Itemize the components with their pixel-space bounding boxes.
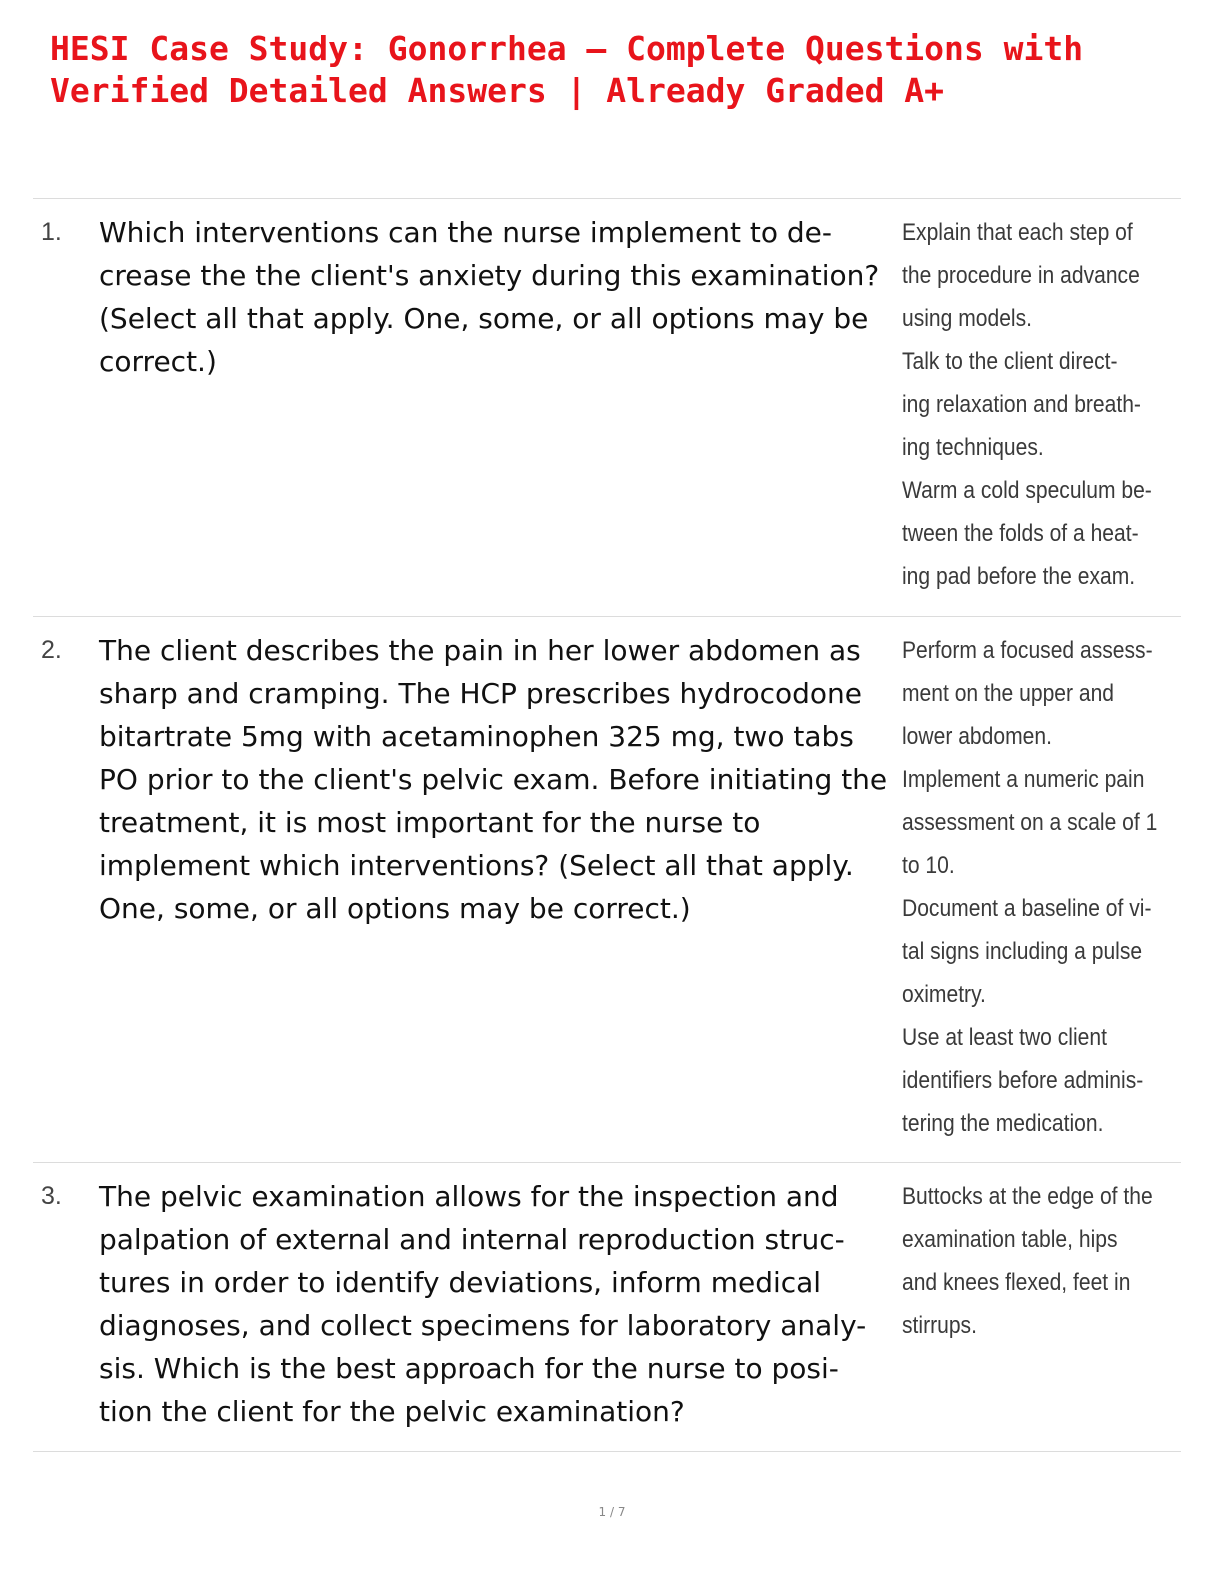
answer-line: tal signs including a pulse xyxy=(902,938,1143,965)
answer-text xyxy=(902,1175,1177,1347)
question-text: The pelvic examination allows for the inspection and palpation of external and internal reproduction struc- tures in order to identify deviations, inform medical diagnoses, and collect specimens for laboratory analy- sis. Which is the best approach for the nurse to posi- tion the client for the pelvic examination? xyxy=(99,1180,867,1428)
document-title: HESI Case Study: Gonorrhea – Complete Questions with Verified Detailed Answers | Already Graded A+ xyxy=(50,29,1084,110)
answer-line: Implement a numeric pain xyxy=(902,766,1145,793)
divider xyxy=(33,1162,1181,1163)
answer-text xyxy=(902,211,1177,598)
question-number: 1. xyxy=(41,218,62,246)
divider xyxy=(33,1451,1181,1452)
answer-line: ing relaxation and breath- xyxy=(902,391,1141,418)
answer-line: examination table, hips xyxy=(902,1226,1118,1253)
answer-line: ing techniques. xyxy=(902,434,1044,461)
question-number: 2. xyxy=(41,636,62,664)
answer-text xyxy=(902,629,1177,1145)
answer-line: tween the folds of a heat- xyxy=(902,520,1139,547)
answer-line: Buttocks at the edge of the xyxy=(902,1183,1153,1210)
divider xyxy=(33,198,1181,199)
answer-line: Explain that each step of xyxy=(902,219,1133,246)
page-number: 1 / 7 xyxy=(598,1505,626,1519)
answer-line: assessment on a scale of 1 xyxy=(902,809,1158,836)
answer-line: lower abdomen. xyxy=(902,723,1052,750)
answer-line: ment on the upper and xyxy=(902,680,1115,707)
answer-line: Talk to the client direct- xyxy=(902,348,1118,375)
answer-line: tering the medication. xyxy=(902,1110,1104,1137)
answer-line: ing pad before the exam. xyxy=(902,563,1136,590)
answer-line: Document a baseline of vi- xyxy=(902,895,1152,922)
answer-line: Perform a focused assess- xyxy=(902,637,1153,664)
answer-line: oximetry. xyxy=(902,981,986,1008)
question-text: Which interventions can the nurse implement to de- crease the the client's anxiety during this examination? (Select all that apply. One, some, or all options may be correct.) xyxy=(99,216,880,378)
answer-line: the procedure in advance xyxy=(902,262,1140,289)
answer-line: Use at least two client xyxy=(902,1024,1107,1051)
answer-line: stirrups. xyxy=(902,1312,977,1339)
answer-line: Warm a cold speculum be- xyxy=(902,477,1152,504)
divider xyxy=(33,616,1181,617)
question-text: The client describes the pain in her lower abdomen as sharp and cramping. The HCP prescribes hydrocodone bitartrate 5mg with acetaminophen 325 mg, two tabs PO prior to the client's pelvic exam. Before initiating the treatment, it is most important for the nurse to implement which interventions? (Select all that apply. One, some, or all options may be correct.) xyxy=(99,634,888,925)
answer-line: to 10. xyxy=(902,852,955,879)
answer-line: and knees flexed, feet in xyxy=(902,1269,1131,1296)
question-number: 3. xyxy=(41,1182,62,1210)
answer-line: identifiers before adminis- xyxy=(902,1067,1144,1094)
answer-line: using models. xyxy=(902,305,1033,332)
